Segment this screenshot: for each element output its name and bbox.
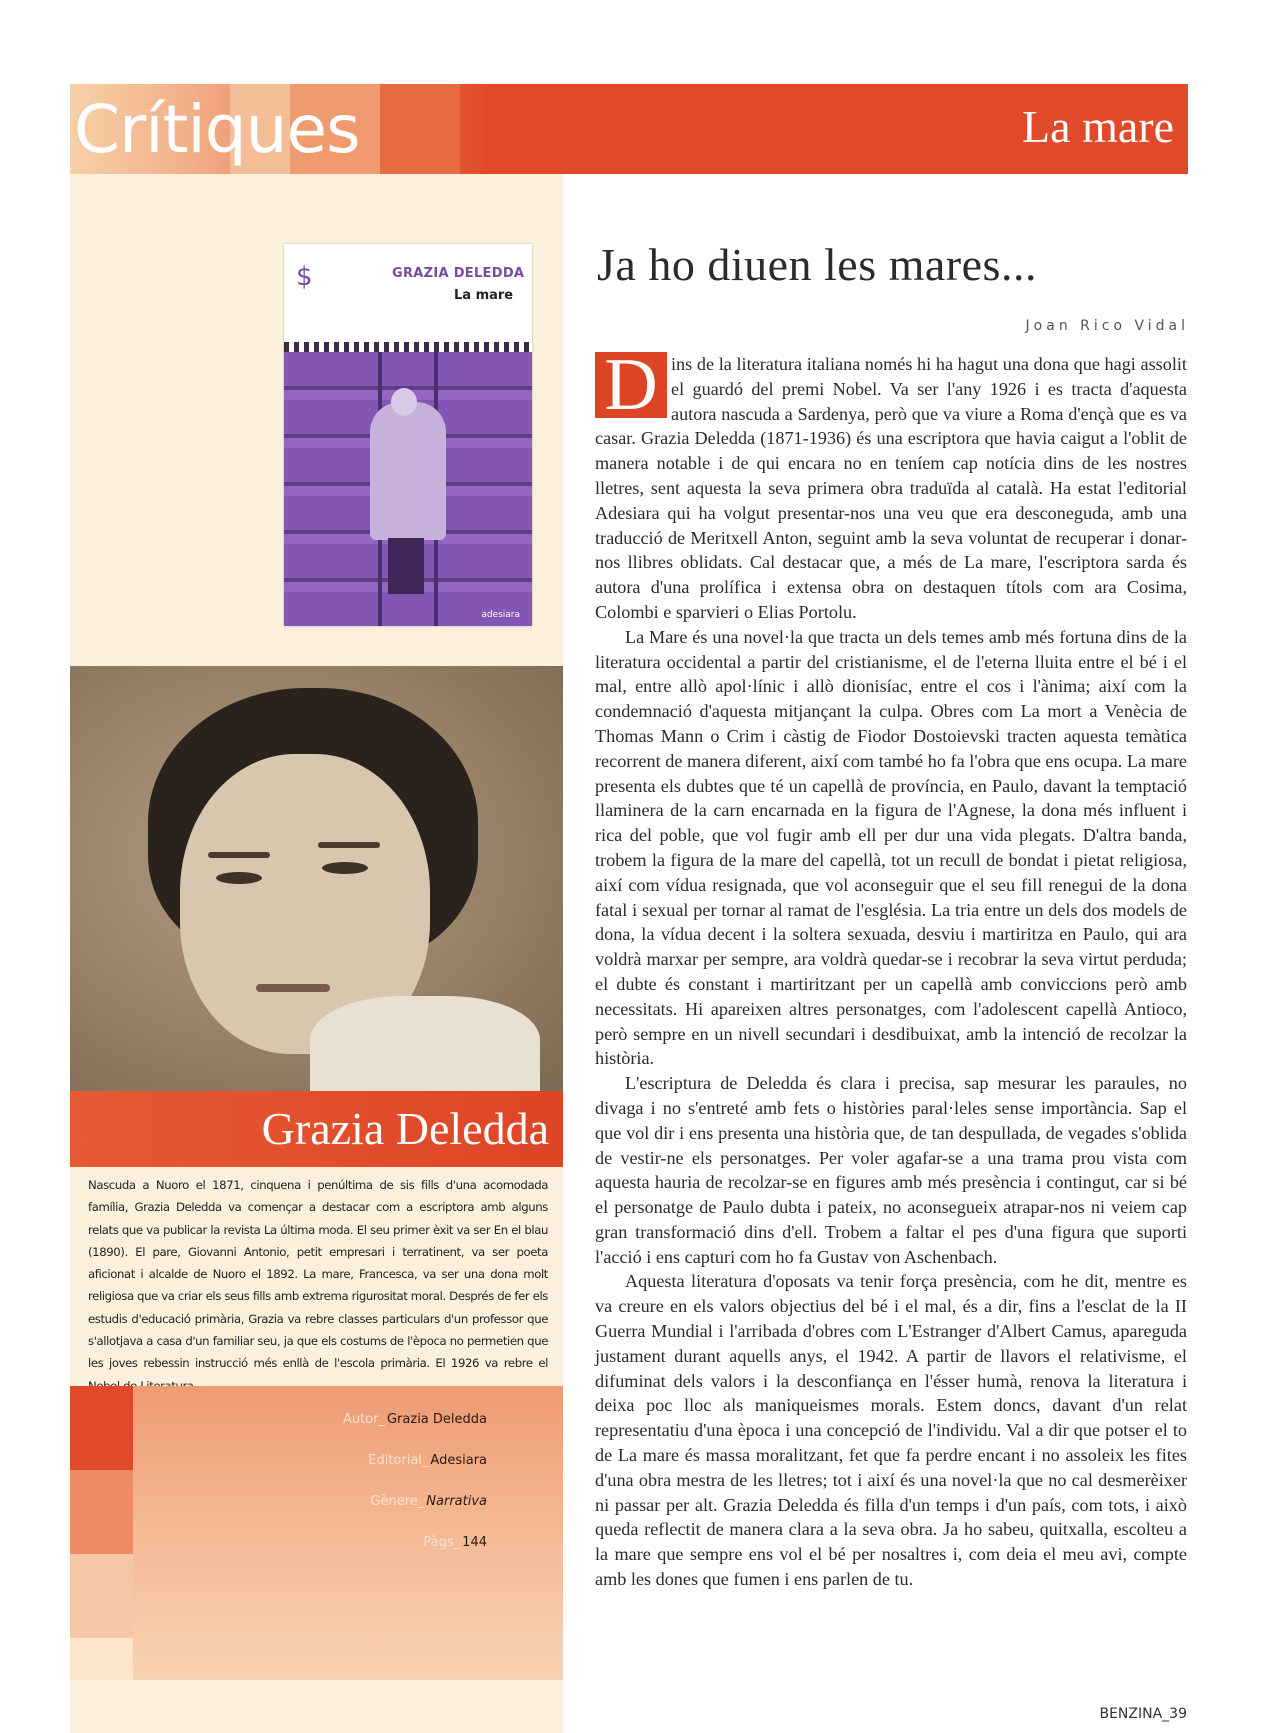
article-byline: Joan Rico Vidal	[1025, 318, 1189, 334]
author-name: Grazia Deledda	[261, 1103, 549, 1154]
article-headline: Ja ho diuen les mares...	[597, 239, 1037, 290]
color-swatch	[70, 1554, 133, 1638]
woman-head	[391, 388, 417, 416]
article-paragraph: L'escriptura de Deledda és clara i precisa, sap mesurar les paraules, no divaga i no s'entreté amb fets o històries paral·leles sense importància. Sap el que vol dir i ens presenta una història que, de tan despullada, de vegades s'oblida de vestir-ne els personatges. Per voler agafar-se a una trama prou vista com aquesta hauria de recolzar-se en figures amb més presència i contingut, car si bé el personatge de Paulo dubta i pateix, no aconsegueix atrapar-nos ni veiem cap gran transformació dins d'ell. Trobem a faltar el pes d'una figura que suporti l'acció i ens capturi com ho fa Gustav von Aschenbach.	[595, 1073, 1187, 1267]
info-author: Autor_ Grazia Deledda	[342, 1412, 487, 1427]
article-paragraph: D ins de la literatura italiana només hi ha hagut una dona que hagi assolit el guardó del premi Nobel. Va ser l'any 1926 i es tracta d'aquesta autora nascuda a Sardenya, però que va viure a Roma d'ençà que es va casar. Grazia Deledda (1871-1936) és una escriptora que havia caigut a l'oblit de manera notable i de qui encara no en teníem cap notícia dins de les nostres lletres, sent aquesta la seva primera obra traduïda al català. Ha estat l'editorial Adesiara qui ha volgut presentar-nos una veu que era desconeguda, amb una traducció de Meritxell Anton, seguint amb la seva voluntat de recuperar i donar-nos llibres oblidats. Cal destacar que, a més de La mare, l'escriptora sarda és autora d'una prolífica i extensa obra on destaquen títols com ara Cosima, Colombi e sparvieri o Elias Portolu.	[595, 344, 1187, 622]
book-cover-title: La mare	[454, 288, 514, 303]
section-title: Crítiques	[74, 91, 360, 168]
color-swatch	[70, 1386, 133, 1470]
woman-figure	[370, 402, 446, 540]
publisher-logo-icon: $	[296, 262, 313, 292]
portrait-brow	[318, 842, 380, 848]
header-title: La mare	[1022, 101, 1174, 152]
portrait-eye	[216, 872, 262, 884]
author-portrait	[70, 666, 563, 1091]
portrait-collar	[310, 996, 540, 1091]
book-cover-author: GRAZIA DELEDDA	[392, 266, 525, 281]
author-bio: Nascuda a Nuoro el 1871, cinquena i penúltima de sis fills d'una acomodada família, Grazia Deledda va començar a destacar com a escriptora amb alguns relats que va publicar la revista La última moda. El seu primer èxit va ser En el blau (1890). El pare, Giovanni Antonio, petit empresari i terratinent, va ser poeta aficionat i alcalde de Nuoro el 1892. La mare, Francesca, va ser una dona molt religiosa que va criar els seus fills amb extrema rigurositat moral. Després de fer els estudis d'educació primària, Grazia va rebre classes particulars d'un professor que s'allotjava a casa d'un familiar seu, ja que els costums de l'època no permetien que les joves rebessin instrucció més enllà de l'escola primària. El 1926 va rebre el	[88, 1178, 548, 1371]
page-footer: BENZINA_39	[1099, 1706, 1187, 1722]
color-swatch	[70, 1470, 133, 1554]
article-paragraph: La Mare és una novel·la que tracta un dels temes amb més fortuna dins de la literatura occidental a partir del cristianisme, el de l'eterna lluita entre el bé i el mal, entre allò apol·línic i allò dionisíac, entre el cos i l'ànima; així com la condemnació d'aquesta mitjançant la culpa. Obres com La mort a Venècia de Thomas Mann o Crim i càstig de Fiodor Dostoievski tracten aquesta temàtica recorrent de manera diferent, així com també ho fa l'obra que ens ocupa. La mare presenta els dubtes que té un capellà de província, en Paulo, davant la temptació llaminera de la carn encarnada en la figura de l'Agnese, la dona més influent i rica del poble, que vol fugir amb ell per dur una vida plegats. D'altra banda, trobem la figura de la mare del capellà, tot un recull de bondat i pietat religiosa, així com vídua resignada, que vol aconseguir que el seu fill renegui de la dona fatal i sexual per tornar al ramat de l'església. La tria entre un dels dos models de dona, la vídua decent i la soltera sexuada, desviu i martiritza en Paulo, qui ara voldrà marxar per sempre, ara voldrà quedar-se i recobrar la seva virtut perduda; el dubte és constant i martiritzant per un capellà amb conviccions però amb necessitats. Hi apareixen altres personatges, com l'adolescent capellà Antioco, però sempre en un nivell secundari i desdibuixat, amb la intenció de recolzar la història.	[595, 626, 1187, 1069]
article-paragraph: Aquesta literatura d'oposats va tenir força presència, com he dit, mentre es va creure en els valors objectius del bé i el mal, és a dir, fins a l'esclat de la II Guerra Mundial i l'arribada d'obres com L'Estranger d'Albert Camus, apareguda justament durant aquells anys, el 1942. A partir de llavors el relativisme, el difuminat dels valors i la desconfiança en l'ésser humà, renova la literatura i deixa poc lloc als maniqueismes morals. Estem doncs, davant d'un relat representatiu d'una època i una concepció de l'individu. Val a dir que potser el to de La mare és massa moralitzant, fet que fa perdre encant i no assoleix les fites d'una obra mestra de les lletres; tot i així és una novel·la que no cal desmerèixer ni passar per alt. Grazia Deledda és filla d'un temps i d'un país, com tots, i això queda reflectit de manera clara a la seva obra. Ja ho sabeu, quitxalla, escolteu a la mare que sempre ens vol el bé per nosaltres i, com deia el meu avi, compte amb les dones que fumen i ens parlen de tu.	[595, 1271, 1187, 1590]
header-band	[70, 84, 1188, 174]
portrait-brow	[208, 852, 270, 858]
info-pages: Pàgs_ 144	[423, 1535, 487, 1550]
book-cover	[284, 244, 532, 626]
book-cover-photo	[284, 352, 532, 626]
drop-cap: D	[595, 352, 667, 418]
info-publisher: Editorial_ Adesiara	[368, 1453, 487, 1468]
book-info-panel	[133, 1386, 563, 1680]
woman-legs	[388, 538, 424, 594]
author-name-band	[70, 1091, 563, 1167]
article-body	[595, 344, 1187, 1592]
book-cover-publisher: adesiara	[481, 610, 520, 620]
portrait-eye	[322, 862, 368, 874]
book-cover-checker-strip	[284, 342, 532, 352]
portrait-mouth	[256, 984, 330, 992]
color-swatch	[70, 1638, 133, 1680]
info-genre: Gènere_ Narrativa	[370, 1494, 487, 1509]
header-block	[380, 84, 460, 174]
